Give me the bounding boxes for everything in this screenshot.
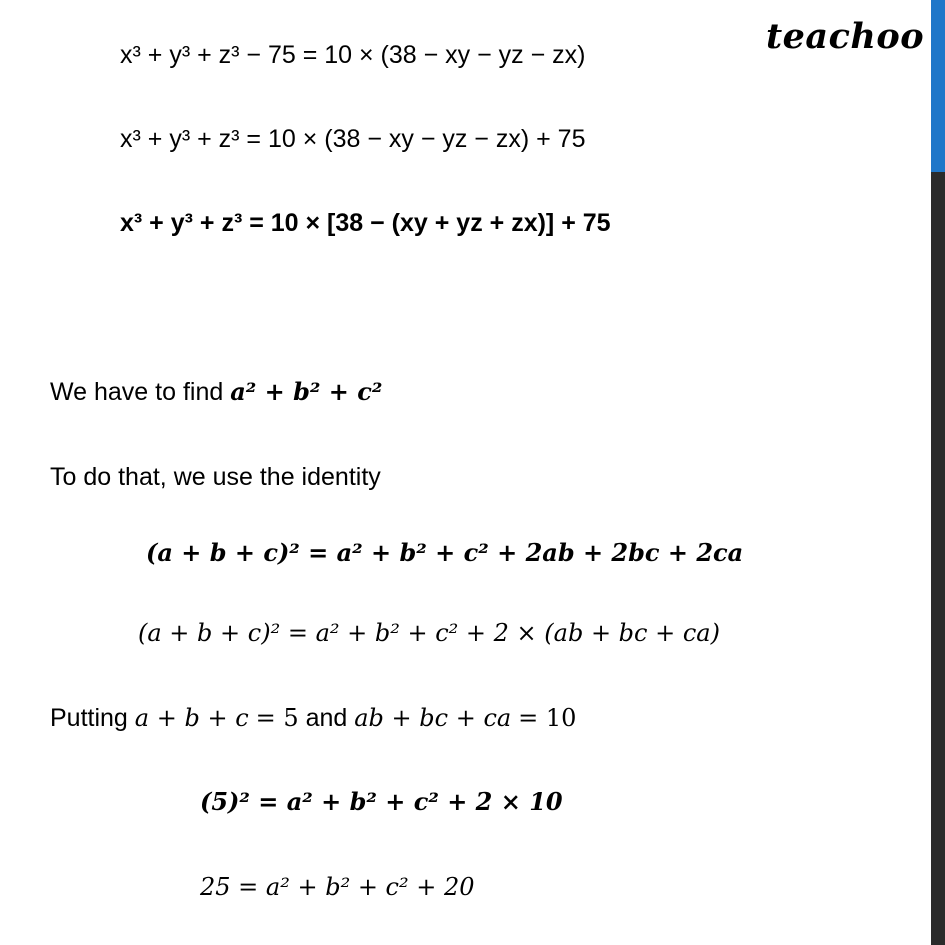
identity-statement: To do that, we use the identity [50, 463, 381, 491]
sum-expression: a + b + c [134, 704, 249, 732]
product-sum-value: = 10 [518, 704, 577, 732]
equation-line-2: x³ + y³ + z³ = 10 × (38 − xy − yz − zx) + 75 [120, 125, 586, 153]
identity-equation-expanded: (a + b + c)² = a² + b² + c² + 2 × (ab + bc + ca) [138, 619, 720, 647]
product-sum-expression: ab + bc + ca [354, 704, 512, 732]
equation-line-1: x³ + y³ + z³ − 75 = 10 × (38 − xy − yz − zx) [120, 41, 586, 69]
putting-statement [50, 703, 576, 733]
identity-equation-bold: (a + b + c)² = a² + b² + c² + 2ab + 2bc + 2ca [146, 538, 744, 567]
find-label: We have to find [50, 378, 224, 406]
find-statement [50, 377, 382, 407]
equation-line-3-bold: x³ + y³ + z³ = 10 × [38 − (xy + yz + zx)] + 75 [120, 209, 611, 237]
putting-label: Putting [50, 704, 128, 732]
scrollbar-thumb[interactable] [931, 0, 945, 172]
teachoo-logo: teachoo [766, 16, 925, 57]
sum-value: = 5 [255, 704, 299, 732]
find-expression: a² + b² + c² [230, 377, 383, 406]
result-equation: 25 = a² + b² + c² + 20 [200, 873, 475, 901]
and-label: and [305, 704, 348, 732]
substituted-equation-bold: (5)² = a² + b² + c² + 2 × 10 [200, 787, 563, 816]
